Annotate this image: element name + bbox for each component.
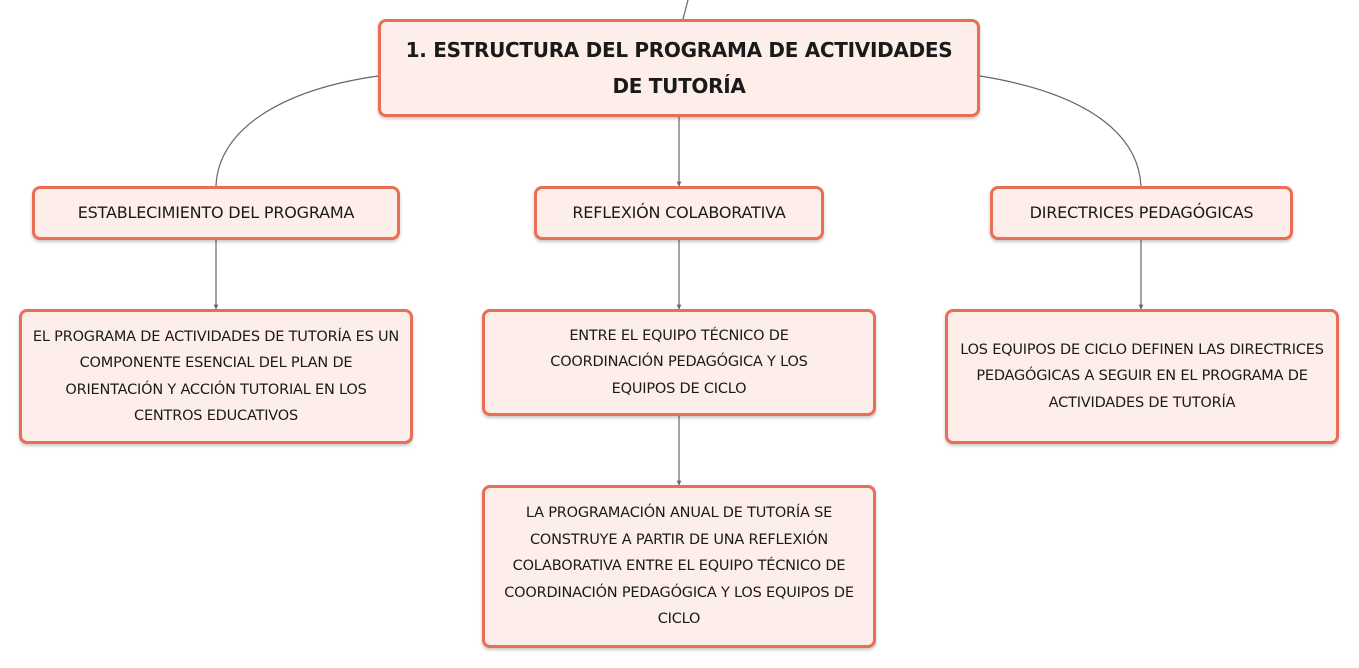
incoming-connector [683, 0, 688, 19]
branch-label: REFLEXIÓN COLABORATIVA [572, 203, 786, 222]
root-topic-label: 1. ESTRUCTURA DEL PROGRAMA DE ACTIVIDADES DE TUTORÍA [405, 38, 953, 98]
branch-reflexion-colaborativa[interactable] [534, 186, 824, 240]
leaf-label: LA PROGRAMACIÓN ANUAL DE TUTORÍA SE CONSTRUYE A PARTIR DE UNA REFLEXIÓN COLABORATIVA ENTRE EL EQUIPO TÉCNICO DE COORDINACIÓN PEDAGÓGICA Y LOS EQUIPOS DE CICLO [504, 505, 854, 628]
leaf-label: ENTRE EL EQUIPO TÉCNICO DE COORDINACIÓN PEDAGÓGICA Y LOS EQUIPOS DE CICLO [550, 327, 808, 397]
branch-label: DIRECTRICES PEDAGÓGICAS [1029, 203, 1254, 222]
leaf-programacion-anual[interactable] [482, 485, 876, 648]
leaf-label: LOS EQUIPOS DE CICLO DEFINEN LAS DIRECTRICES PEDAGÓGICAS A SEGUIR EN EL PROGRAMA DE ACTIVIDADES DE TUTORÍA [960, 341, 1324, 411]
leaf-equipos-definen-directrices[interactable] [945, 309, 1339, 444]
branch-establecimiento-del-programa[interactable] [32, 186, 400, 240]
connector-root-to-establecimiento [216, 76, 378, 186]
connector-root-to-directrices [980, 76, 1141, 186]
leaf-programa-componente-esencial[interactable] [19, 309, 413, 444]
root-topic[interactable] [378, 19, 980, 117]
leaf-label: EL PROGRAMA DE ACTIVIDADES DE TUTORÍA ES UN COMPONENTE ESENCIAL DEL PLAN DE ORIENTACIÓN Y ACCIÓN TUTORIAL EN LOS CENTROS EDUCATIVOS [32, 328, 400, 424]
leaf-entre-equipo-tecnico[interactable] [482, 309, 876, 416]
branch-label: ESTABLECIMIENTO DEL PROGRAMA [77, 203, 355, 222]
branch-directrices-pedagogicas[interactable] [990, 186, 1293, 240]
